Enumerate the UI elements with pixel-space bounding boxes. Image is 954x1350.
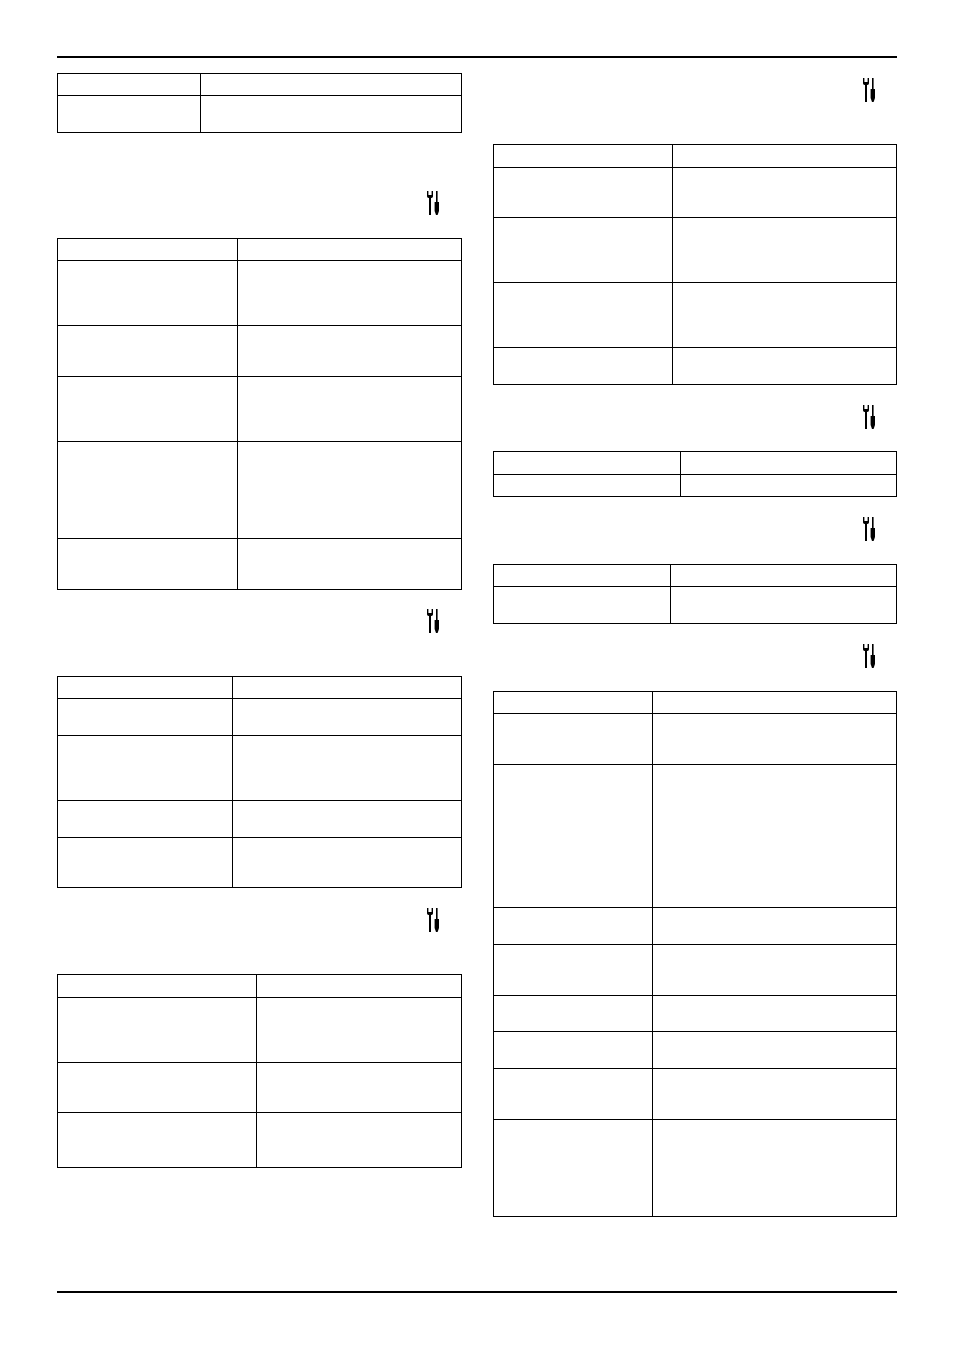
table-header-row [494,145,897,168]
table-cell [58,261,238,326]
table-header-row [494,692,897,714]
table-cell [238,442,462,539]
table-cell [233,699,462,736]
table-cell [653,1032,897,1069]
table-left-2 [57,238,462,590]
table-row [58,998,462,1063]
table-cell [494,348,673,385]
table-cell [58,736,233,801]
table-cell [233,736,462,801]
table-cell [58,96,201,133]
table-cell [257,975,462,998]
table-row [58,838,462,888]
table-row [494,1032,897,1069]
table-cell [673,348,897,385]
screwdriver-wrench-icon [426,907,440,933]
table-cell [653,945,897,996]
table-cell [494,475,681,497]
table-cell [58,442,238,539]
table-cell [671,565,897,587]
table-row [494,283,897,348]
table-row [58,539,462,590]
table-cell [257,998,462,1063]
table-cell [238,326,462,377]
table-row [58,377,462,442]
table-cell [673,145,897,168]
screwdriver-wrench-icon [862,77,876,103]
table-header-row [58,74,462,96]
table-row [494,765,897,908]
table-row [494,1069,897,1120]
table-row [58,699,462,736]
table-cell [673,283,897,348]
table-row [494,1120,897,1217]
table-cell [653,692,897,714]
screwdriver-wrench-icon [862,516,876,542]
table-row [58,96,462,133]
table-row [58,1113,462,1168]
table-cell [673,218,897,283]
table-cell [494,908,653,945]
table-row [58,326,462,377]
table-cell [494,452,681,475]
table-header-row [494,565,897,587]
table-cell [201,74,462,96]
table-cell [494,1032,653,1069]
table-cell [494,945,653,996]
table-row [494,996,897,1032]
table-cell [58,74,201,96]
table-row [494,945,897,996]
table-cell [58,801,233,838]
table-cell [201,96,462,133]
table-cell [494,587,671,624]
table-cell [58,326,238,377]
table-cell [238,377,462,442]
table-right-2 [493,451,897,497]
table-cell [58,838,233,888]
table-cell [257,1113,462,1168]
screwdriver-wrench-icon [862,643,876,669]
table-cell [58,677,233,699]
table-cell [58,377,238,442]
table-cell [233,801,462,838]
table-cell [494,765,653,908]
table-cell [681,452,897,475]
table-row [494,714,897,765]
table-row [58,442,462,539]
table-cell [653,765,897,908]
table-cell [58,239,238,261]
table-cell [494,565,671,587]
table-row [494,475,897,497]
header-rule [57,56,897,58]
table-cell [671,587,897,624]
table-cell [494,714,653,765]
table-left-4 [57,974,462,1168]
table-right-4 [493,691,897,1217]
table-cell [58,699,233,736]
screwdriver-wrench-icon [862,404,876,430]
table-cell [653,1069,897,1120]
table-cell [58,998,257,1063]
table-cell [238,239,462,261]
table-row [494,168,897,218]
table-cell [238,539,462,590]
table-cell [494,168,673,218]
footer-rule [57,1291,897,1293]
table-left-1 [57,73,462,133]
table-header-row [58,239,462,261]
table-header-row [58,975,462,998]
table-row [494,587,897,624]
table-header-row [58,677,462,699]
table-cell [494,218,673,283]
table-cell [494,283,673,348]
table-row [494,348,897,385]
table-cell [58,975,257,998]
table-header-row [494,452,897,475]
table-cell [653,908,897,945]
table-cell [58,1113,257,1168]
table-cell [494,692,653,714]
table-row [58,1063,462,1113]
screwdriver-wrench-icon [426,190,440,216]
table-row [58,261,462,326]
table-cell [494,1120,653,1217]
table-cell [494,1069,653,1120]
table-cell [233,677,462,699]
table-row [58,801,462,838]
table-row [494,218,897,283]
table-left-3 [57,676,462,888]
table-cell [494,145,673,168]
table-cell [681,475,897,497]
table-right-1 [493,144,897,385]
table-row [58,736,462,801]
table-cell [58,1063,257,1113]
screwdriver-wrench-icon [426,608,440,634]
table-cell [653,1120,897,1217]
table-cell [653,714,897,765]
table-row [494,908,897,945]
table-cell [494,996,653,1032]
table-cell [653,996,897,1032]
table-cell [58,539,238,590]
table-cell [238,261,462,326]
table-cell [257,1063,462,1113]
table-cell [673,168,897,218]
table-right-3 [493,564,897,624]
table-cell [233,838,462,888]
